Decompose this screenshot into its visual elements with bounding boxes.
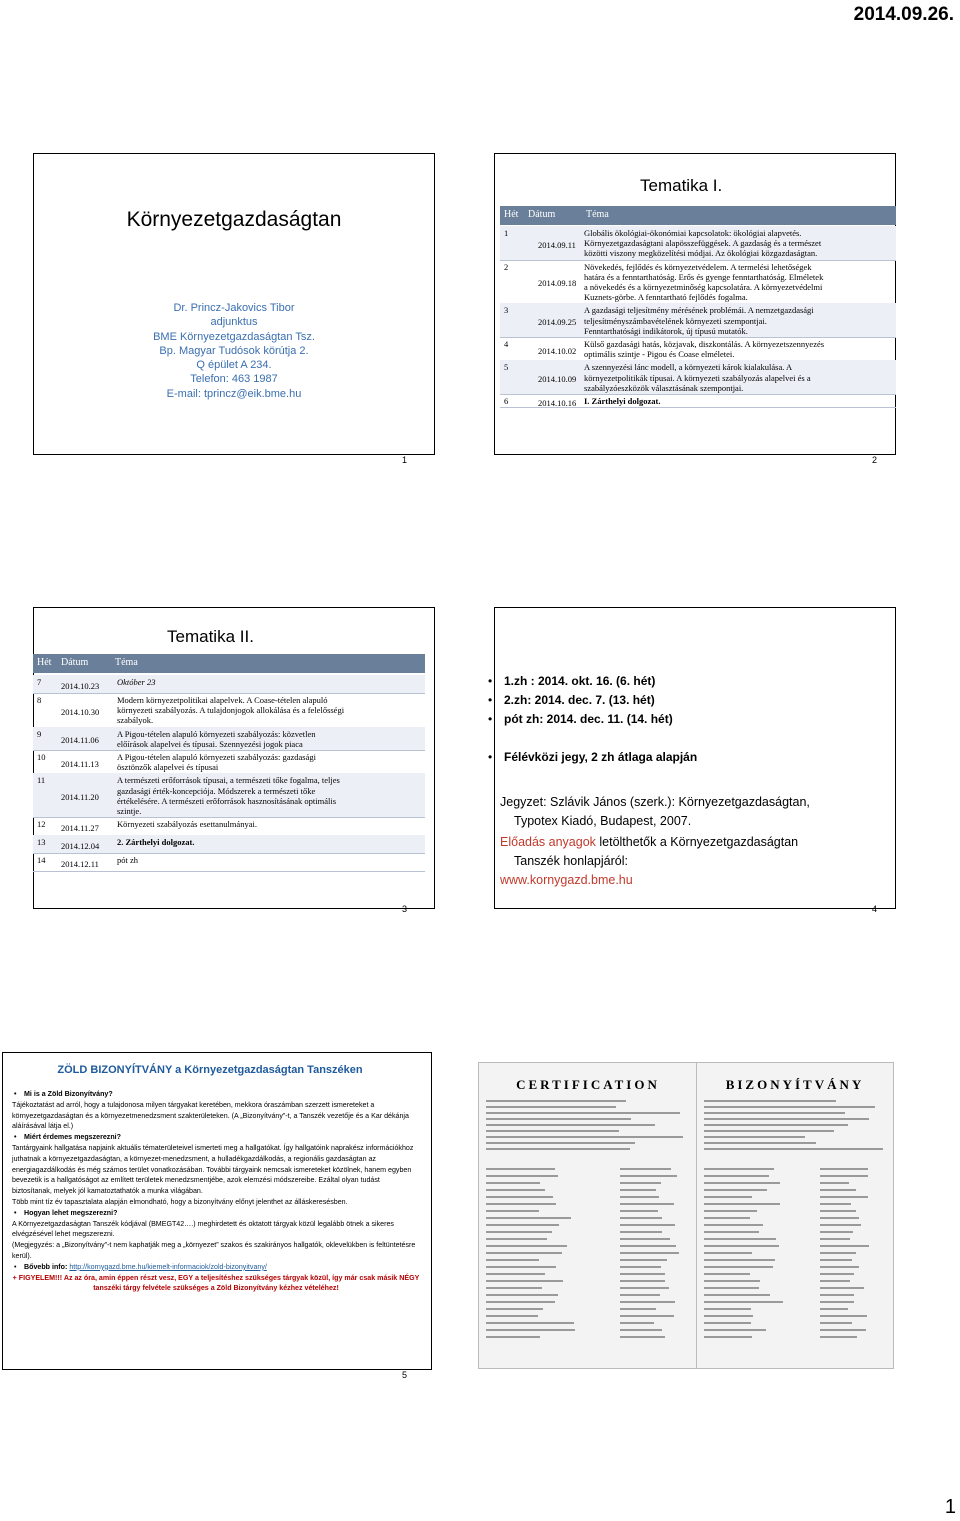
certificate-line	[486, 1112, 680, 1114]
certificate-line	[704, 1238, 776, 1240]
cell-het: 9	[37, 728, 42, 739]
exam-date-item: • 1.zh : 2014. okt. 16. (6. hét)	[488, 672, 697, 691]
cell-tema: A szennyezési lánc modell, a környezeti károk kialakulása. A környezetpolitikák típusai. A környezeti szabályozás alapelvei és a szabályzóeszközök választásának szempontjai.	[584, 362, 811, 393]
certificate-line	[486, 1175, 558, 1177]
certificate-line	[704, 1259, 775, 1261]
certificate-line	[620, 1224, 675, 1226]
certificate-line	[486, 1231, 552, 1233]
paragraph: (Megjegyzés: a „Bizonyítvány”-t nem kaphatják meg a „környezet” szakos és szakirányos hallgatók, oklevelükben is feltüntetésre kerül).	[12, 1241, 416, 1260]
author-line: Bp. Magyar Tudósok körútja 2.	[159, 344, 309, 357]
certificate-line	[620, 1231, 662, 1233]
more-info-label: Bővebb info:	[24, 1262, 70, 1271]
certificate-line	[620, 1245, 676, 1247]
header-datum: Dátum	[61, 657, 89, 668]
certificate-line	[704, 1124, 848, 1126]
certificate-line	[486, 1136, 683, 1138]
certificate-line	[486, 1210, 539, 1212]
cell-tema: A Pigou-tételen alapuló környezeti szabályozás: közvetlen előírások alapelvei és típusai. Szennyezési jogok piaca	[117, 728, 316, 749]
certificate-line	[620, 1203, 674, 1205]
more-info-link[interactable]: http://kornygazd.bme.hu/kiemelt-informaciok/zold-bizonyitvany/	[69, 1262, 267, 1271]
question-heading: • Mi is a Zöld Bizonyítvány?	[12, 1089, 420, 1100]
author-line: BME Környezetgazdaságtan Tsz.	[153, 330, 315, 343]
textbook-line: Jegyzet: Szlávik János (szerk.): Környezetgazdaságtan,	[500, 795, 810, 809]
certificate-line	[704, 1217, 750, 1219]
slide-1-page-number: 1	[402, 455, 408, 465]
certificate-line	[620, 1259, 667, 1261]
author-line: Q épület A 234.	[196, 359, 272, 372]
cell-het: 12	[37, 819, 46, 830]
certificate-line	[704, 1273, 750, 1275]
cell-datum: 2014.12.11	[61, 859, 99, 870]
certificate-line	[820, 1217, 859, 1219]
table-row	[500, 228, 896, 262]
textbook-info	[500, 793, 810, 831]
table-row	[500, 396, 896, 409]
paragraph: A Környezetgazdaságtan Tanszék kódjával (BMEGT42….) meghirdetett és oktatott tárgyak közül legalább ötnek a sikeres elvégzésével lehet megszerezni.	[12, 1219, 394, 1239]
certificate-line	[486, 1100, 626, 1102]
certificate-line	[820, 1308, 848, 1310]
certificate-line	[486, 1259, 539, 1261]
certificate-line	[820, 1231, 853, 1233]
cell-datum: 2014.10.16	[538, 397, 577, 408]
certificate-line	[620, 1266, 661, 1268]
cell-datum: 2014.11.20	[61, 792, 99, 803]
cell-het: 13	[37, 837, 46, 848]
certificate-line	[486, 1273, 545, 1275]
certificate-line	[820, 1203, 851, 1205]
cell-tema: A természeti erőforrások típusai, a természeti tőke fogalma, teljes gazdasági érték-koncepciója. Módszerek a természeti tőke értékelésére. A természeti erőforrások hasznosításának optimális szintje.	[117, 775, 340, 816]
slide-2-title: Tematika I.	[640, 176, 723, 195]
cell-het: 4	[504, 339, 509, 349]
certificate-line	[820, 1210, 856, 1212]
warning-note: + FIGYELEM!!! Az az óra, amin éppen részt vesz, EGY a teljesítéshez szükséges tárgyak közül, így már csak másik NÉGY tanszéki tárgy felvétele szükséges a Zöld Bizonyítvány kézhez vételéhez!	[12, 1273, 420, 1293]
author-line: Telefon: 463 1987	[190, 373, 278, 386]
certificate-line	[486, 1308, 543, 1310]
certificate-line	[820, 1273, 854, 1275]
author-line: Dr. Princz-Jakovics Tibor	[173, 302, 295, 314]
certificate-line	[820, 1168, 868, 1170]
cell-tema: Globális ökológiai-ökonómiai kapcsolatok: ökológiai alapvetés. Környezetgazdaságtani alapösszefüggések. A gazdaság és a természet közötti viszony megközelítési módjai. Az ökológiai közgazdaságtan.	[584, 228, 822, 259]
author-line: E-mail: tprincz@eik.bme.hu	[166, 387, 302, 400]
certificate-line	[620, 1336, 665, 1338]
certificate-line	[704, 1308, 751, 1310]
certificate-line	[820, 1287, 864, 1289]
textbook-line: Typotex Kiadó, Budapest, 2007.	[514, 814, 692, 828]
paragraph: Több mint tíz év tapasztalata alapján elmondható, hogy a bizonyítvány előnyt jelenthet az álláskeresésben.	[12, 1197, 348, 1206]
cell-datum: 2014.10.09	[538, 374, 577, 385]
cell-tema: Október 23	[117, 677, 156, 687]
certificate-line	[486, 1118, 631, 1120]
certificate-line	[486, 1329, 575, 1331]
certificate-line	[620, 1238, 670, 1240]
certificate-line	[620, 1280, 665, 1282]
certificate-line	[486, 1280, 563, 1282]
certificate-line	[486, 1336, 540, 1338]
certificate-line	[620, 1294, 660, 1296]
slide-4-page-number: 4	[872, 904, 878, 914]
table-row	[33, 855, 425, 873]
certificate-line	[704, 1210, 757, 1212]
slide-3-table-header	[33, 654, 425, 673]
lecture-materials-text-2: Tanszék honlapjáról:	[514, 854, 628, 868]
certificate-line	[820, 1336, 857, 1338]
certificate-line	[704, 1336, 752, 1338]
certificate-line	[704, 1196, 752, 1198]
table-row	[33, 695, 425, 729]
cell-het: 11	[37, 775, 46, 786]
cell-datum: 2014.11.06	[61, 735, 99, 746]
certificate-line	[820, 1280, 850, 1282]
header-datum: Dátum	[528, 209, 556, 220]
certificate-line	[620, 1210, 658, 1212]
certificate-line	[486, 1287, 542, 1289]
lecture-materials-text: letölthetők a Környezetgazdaságtan	[595, 835, 799, 849]
certificate-line	[820, 1196, 868, 1198]
lecture-materials-link[interactable]: Előadás anyagok	[500, 835, 596, 849]
certificate-line	[620, 1322, 654, 1324]
footer-page-number: 1	[944, 1496, 956, 1518]
certificate-line	[820, 1329, 866, 1331]
question-heading: • Hogyan lehet megszerezni?	[12, 1208, 420, 1219]
certificate-line	[486, 1203, 556, 1205]
cell-tema: Környezeti szabályozás esettanulmányai.	[117, 819, 257, 830]
header-date: 2014.09.26.	[853, 4, 954, 25]
cell-datum: 2014.10.02	[538, 345, 577, 356]
certificate-line	[486, 1224, 559, 1226]
cell-het: 6	[504, 396, 509, 406]
exam-date-item: • pót zh: 2014. dec. 11. (14. hét)	[488, 710, 697, 729]
certificate-line	[620, 1273, 665, 1275]
exam-date-item: • 2.zh: 2014. dec. 7. (13. hét)	[488, 691, 697, 710]
author-line: adjunktus	[210, 316, 258, 329]
certificate-line	[486, 1124, 655, 1126]
slide-2-table-header	[500, 206, 896, 225]
table-row	[33, 775, 425, 819]
certificate-line	[620, 1287, 669, 1289]
certificate-line	[704, 1118, 869, 1120]
certificate-line	[704, 1106, 875, 1108]
certificate-line	[620, 1189, 656, 1191]
cell-datum: 2014.10.23	[61, 681, 100, 691]
certificate-line	[820, 1322, 852, 1324]
cell-datum: 2014.11.27	[61, 823, 99, 834]
certificate-line	[820, 1238, 850, 1240]
cell-datum: 2014.12.04	[61, 841, 100, 852]
cell-het: 7	[37, 677, 42, 687]
table-row	[33, 677, 425, 695]
certificate-line	[704, 1130, 834, 1132]
certificate-line	[704, 1287, 759, 1289]
table-row	[500, 362, 896, 396]
slide-5-title: ZÖLD BIZONYÍTVÁNY a Környezetgazdaságtan Tanszéken	[57, 1064, 363, 1076]
certificate-line	[820, 1294, 854, 1296]
certificate-line	[820, 1266, 859, 1268]
certificate-line	[704, 1315, 753, 1317]
paragraph: Tantárgyaink hallgatása napjaink aktuális tématerületeivel ismerteti meg a hallgatókat. Így hallgatóink naprakész információkhoz juthatnak a környezetgazdaságtan, a környezet-menedzsment, a hulladékgazdálkodás, a regionális gazdaságtan az energiagazdálkodás és még számos terület vonatkozásában. További tárgyaink nemcsak ismereteket közölnek, hanem egyben bevezetik is a hallgatóságot az említett területek menedzsmentjébe, azok elemzési módszereibe. Ezáltal olyan tudást biztosítanak, melyek jól kamatoztathatók a munka világában.	[12, 1143, 414, 1196]
certificate-line	[704, 1329, 766, 1331]
cell-tema: A gazdasági teljesítmény mérésének problémái. A nemzetgazdasági teljesítményszámbavételének környezeti szempontjai. Fenntarthatósági indikátorok, új típusú mutatók.	[584, 305, 814, 336]
cell-tema: I. Zárthelyi dolgozat.	[584, 396, 661, 406]
certificate-line	[486, 1217, 571, 1219]
certificate-line	[704, 1148, 883, 1150]
certificate-line	[486, 1189, 545, 1191]
cell-datum: 2014.11.13	[61, 758, 99, 769]
certificate-line	[486, 1322, 574, 1324]
certificate-line	[486, 1266, 556, 1268]
certificate-line	[704, 1280, 760, 1282]
header-het: Hét	[37, 657, 52, 668]
cell-tema: pót zh	[117, 855, 139, 866]
slide-1-content	[33, 153, 435, 455]
table-row	[33, 752, 425, 775]
certificate-line	[486, 1142, 635, 1144]
certificate-line	[620, 1175, 677, 1177]
cell-het: 10	[37, 752, 46, 762]
certificate-line	[486, 1196, 553, 1198]
certificate-line	[704, 1203, 780, 1205]
certificate-line	[704, 1136, 805, 1138]
certificate-line	[486, 1130, 619, 1132]
certificate-line	[820, 1182, 849, 1184]
cell-het: 5	[504, 362, 509, 373]
certificate-line	[704, 1182, 780, 1184]
certificate-line	[620, 1168, 671, 1170]
cell-datum: 2014.09.18	[538, 278, 577, 289]
cell-tema: Modern környezetpolitikai alapelvek. A Coase-tételen alapuló környezeti szabályozás. A tulajdonjogok allokálása és a felelősségi szabályok.	[117, 695, 345, 726]
author-info	[33, 301, 435, 401]
cell-datum: 2014.09.11	[538, 239, 576, 250]
department-url[interactable]: www.kornygazd.bme.hu	[500, 873, 633, 887]
certificate-line	[704, 1266, 773, 1268]
table-row	[500, 339, 896, 362]
certificate-line	[486, 1294, 558, 1296]
certificate-line	[620, 1301, 675, 1303]
certificate-line	[486, 1301, 555, 1303]
certificate-line	[620, 1182, 661, 1184]
slide-3-page-number: 3	[402, 904, 408, 914]
certificate-line	[486, 1148, 630, 1150]
certificate-line	[704, 1168, 774, 1170]
certificate-line	[704, 1189, 767, 1191]
certificate-line	[820, 1175, 868, 1177]
slide-3-title: Tematika II.	[167, 627, 254, 646]
exam-dates-list	[488, 672, 697, 767]
header-het: Hét	[504, 209, 519, 220]
certificate-line	[486, 1182, 540, 1184]
paragraph: Tájékoztatást ad arról, hogy a tulajdonosa milyen tárgyakat keretében, mekkora óraszámban szerzett ismereteket a környezetgazdaságtan és a környezetmenedzsment szakterületeken. (A „Bizonyítvány”-t, a Tanszék vezetője és a Kar dékánja aláírásával látja el.)	[12, 1100, 409, 1131]
table-row	[500, 305, 896, 339]
certificate-line	[704, 1224, 763, 1226]
certificate-line	[704, 1112, 845, 1114]
cell-datum: 2014.10.30	[61, 706, 100, 717]
certificate-line	[820, 1224, 861, 1226]
cell-datum: 2014.09.25	[538, 317, 577, 328]
table-row	[33, 837, 425, 855]
question-heading: • Miért érdemes megszerezni?	[12, 1132, 420, 1143]
table-row	[500, 262, 896, 306]
certificate-line	[486, 1168, 555, 1170]
cell-het: 1	[504, 228, 509, 238]
certificate-line	[486, 1245, 567, 1247]
certificate-line	[486, 1252, 562, 1254]
table-row	[33, 729, 425, 752]
certificate-line	[820, 1259, 852, 1261]
more-info	[12, 1262, 420, 1273]
grade-rule: • Félévközi jegy, 2 zh átlaga alapján	[488, 748, 697, 767]
certificate-line	[704, 1301, 783, 1303]
certificate-line	[704, 1142, 816, 1144]
certificate-line	[620, 1196, 659, 1198]
certificate-line	[620, 1315, 674, 1317]
cell-het: 3	[504, 305, 509, 316]
cell-tema: Növekedés, fejlődés és környezetvédelem. A termelési lehetőségek határa és a fenntarthatóság. Erős és gyenge fenntarthatóság. Elméletek a növekedés és a környezetminőség kapcsolatára. A környezetvédelmi Kuznets-görbe. A fenntartható fejlődés fogalma.	[584, 261, 824, 303]
cell-tema: 2. Zárthelyi dolgozat.	[117, 837, 195, 848]
certificate-line	[704, 1294, 770, 1296]
certificate-line	[620, 1252, 679, 1254]
slide-5-page-number: 5	[402, 1370, 408, 1380]
certificate-line	[820, 1245, 869, 1247]
cell-het: 8	[37, 695, 42, 705]
header-tema: Téma	[586, 209, 609, 220]
certificate-line	[486, 1106, 616, 1108]
certificate-line	[704, 1175, 769, 1177]
certificate-hungarian-title: BIZONYÍTVÁNY	[725, 1077, 865, 1092]
cell-het: 2	[504, 261, 509, 272]
lecture-materials	[500, 833, 798, 890]
cell-het: 14	[37, 855, 46, 866]
slide-1-title: Környezetgazdaságtan	[126, 208, 342, 231]
certificate-line	[620, 1329, 662, 1331]
certificate-line	[486, 1315, 538, 1317]
certificate-line	[820, 1301, 854, 1303]
certificate-line	[620, 1217, 662, 1219]
certificate-line	[820, 1315, 867, 1317]
header-tema: Téma	[115, 657, 138, 668]
certificate-line	[704, 1252, 752, 1254]
certificate-line	[486, 1238, 547, 1240]
certificate-line	[704, 1231, 759, 1233]
cell-tema: A Pigou-tételen alapuló környezeti szabályozás: gazdasági ösztönzők alapelvei és típusai	[117, 752, 316, 773]
certificate-line	[704, 1245, 779, 1247]
certificate-line	[704, 1100, 836, 1102]
certificate-line	[704, 1322, 751, 1324]
certificate-line	[620, 1308, 656, 1310]
cell-tema: Külső gazdasági hatás, közjavak, diszkontálás. A környezetszennyezés optimális szintje - Pigou és Coase elméletei.	[584, 339, 825, 360]
certificate-line	[820, 1189, 856, 1191]
slide-2-page-number: 2	[872, 455, 878, 465]
green-certificate-text	[12, 1089, 420, 1294]
certificate-english-title: CERTIFICATION	[516, 1077, 660, 1092]
certificate-line	[820, 1252, 856, 1254]
